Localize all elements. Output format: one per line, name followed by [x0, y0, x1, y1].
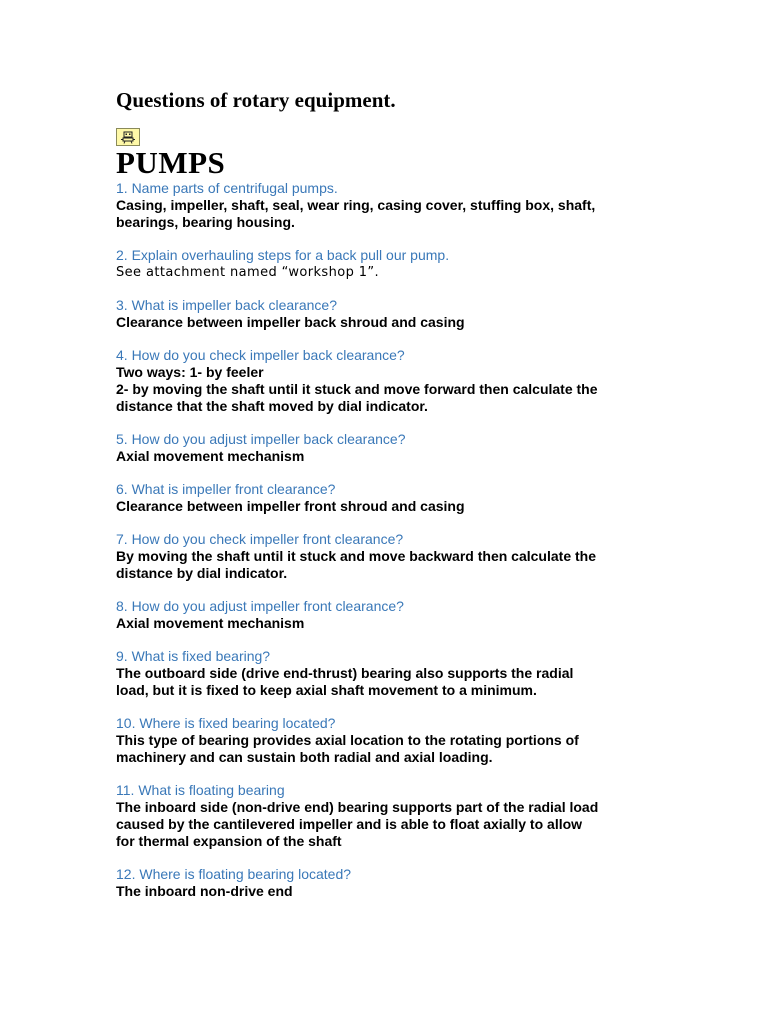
- question-text: 10. Where is fixed bearing located?: [116, 715, 336, 731]
- answer-text: [116, 548, 676, 582]
- qa-item: [116, 297, 676, 331]
- qa-item: [116, 347, 676, 415]
- answer-line: distance by dial indicator.: [116, 565, 288, 581]
- answer-text: [116, 264, 676, 281]
- answer-text: [116, 799, 676, 850]
- answer-line: The outboard side (drive end-thrust) bearing also supports the radial: [116, 665, 574, 681]
- answer-line: This type of bearing provides axial location to the rotating portions of: [116, 732, 579, 748]
- question-text: 2. Explain overhauling steps for a back pull our pump.: [116, 247, 450, 263]
- answer-line: The inboard non-drive end: [116, 883, 293, 899]
- answer-text: [116, 665, 676, 699]
- question-text: 1. Name parts of centrifugal pumps.: [116, 180, 338, 196]
- question-text: 4. How do you check impeller back clearance?: [116, 347, 405, 363]
- question-text: 9. What is fixed bearing?: [116, 648, 271, 664]
- answer-line: Casing, impeller, shaft, seal, wear ring, casing cover, stuffing box, shaft,: [116, 197, 596, 213]
- answer-line: caused by the cantilevered impeller and is able to float axially to allow: [116, 816, 583, 832]
- qa-item: [116, 598, 676, 632]
- qa-item: [116, 648, 676, 699]
- answer-line: 2- by moving the shaft until it stuck and move forward then calculate the: [116, 381, 598, 397]
- answer-line: Axial movement mechanism: [116, 615, 305, 631]
- answer-text: [116, 883, 676, 900]
- qa-list: [116, 180, 676, 900]
- answer-line: See attachment named “workshop 1”.: [116, 265, 380, 280]
- answer-text: [116, 615, 676, 632]
- answer-text: [116, 498, 676, 515]
- robot-icon-glyph: [120, 131, 136, 144]
- qa-item: [116, 431, 676, 465]
- answer-line: distance that the shaft moved by dial indicator.: [116, 398, 428, 414]
- question-text: 8. How do you adjust impeller front clearance?: [116, 598, 404, 614]
- answer-line: for thermal expansion of the shaft: [116, 833, 342, 849]
- question-text: 7. How do you check impeller front clearance?: [116, 531, 404, 547]
- answer-line: bearings, bearing housing.: [116, 214, 295, 230]
- question-text: 6. What is impeller front clearance?: [116, 481, 336, 497]
- answer-line: machinery and can sustain both radial and axial loading.: [116, 749, 493, 765]
- answer-text: [116, 364, 676, 415]
- question-text: 12. Where is floating bearing located?: [116, 866, 352, 882]
- qa-item: [116, 247, 676, 281]
- answer-text: [116, 448, 676, 465]
- question-text: 5. How do you adjust impeller back clearance?: [116, 431, 406, 447]
- robot-icon: [116, 128, 140, 146]
- answer-line: Clearance between impeller back shroud and casing: [116, 314, 465, 330]
- qa-item: [116, 180, 676, 231]
- section-title: PUMPS: [116, 145, 226, 180]
- answer-line: By moving the shaft until it stuck and move backward then calculate the: [116, 548, 596, 564]
- answer-line: Two ways: 1- by feeler: [116, 364, 264, 380]
- answer-line: The inboard side (non-drive end) bearing supports part of the radial load: [116, 799, 599, 815]
- qa-item: [116, 531, 676, 582]
- qa-item: [116, 782, 676, 850]
- qa-item: [116, 481, 676, 515]
- answer-text: [116, 732, 676, 766]
- question-text: 3. What is impeller back clearance?: [116, 297, 337, 313]
- document-page: [116, 86, 676, 916]
- qa-item: [116, 866, 676, 900]
- answer-text: [116, 314, 676, 331]
- answer-line: Axial movement mechanism: [116, 448, 305, 464]
- document-title: Questions of rotary equipment.: [116, 88, 396, 112]
- question-text: 11. What is floating bearing: [116, 782, 285, 798]
- qa-item: [116, 715, 676, 766]
- answer-line: load, but it is fixed to keep axial shaft movement to a minimum.: [116, 682, 537, 698]
- answer-text: [116, 197, 676, 231]
- answer-line: Clearance between impeller front shroud and casing: [116, 498, 465, 514]
